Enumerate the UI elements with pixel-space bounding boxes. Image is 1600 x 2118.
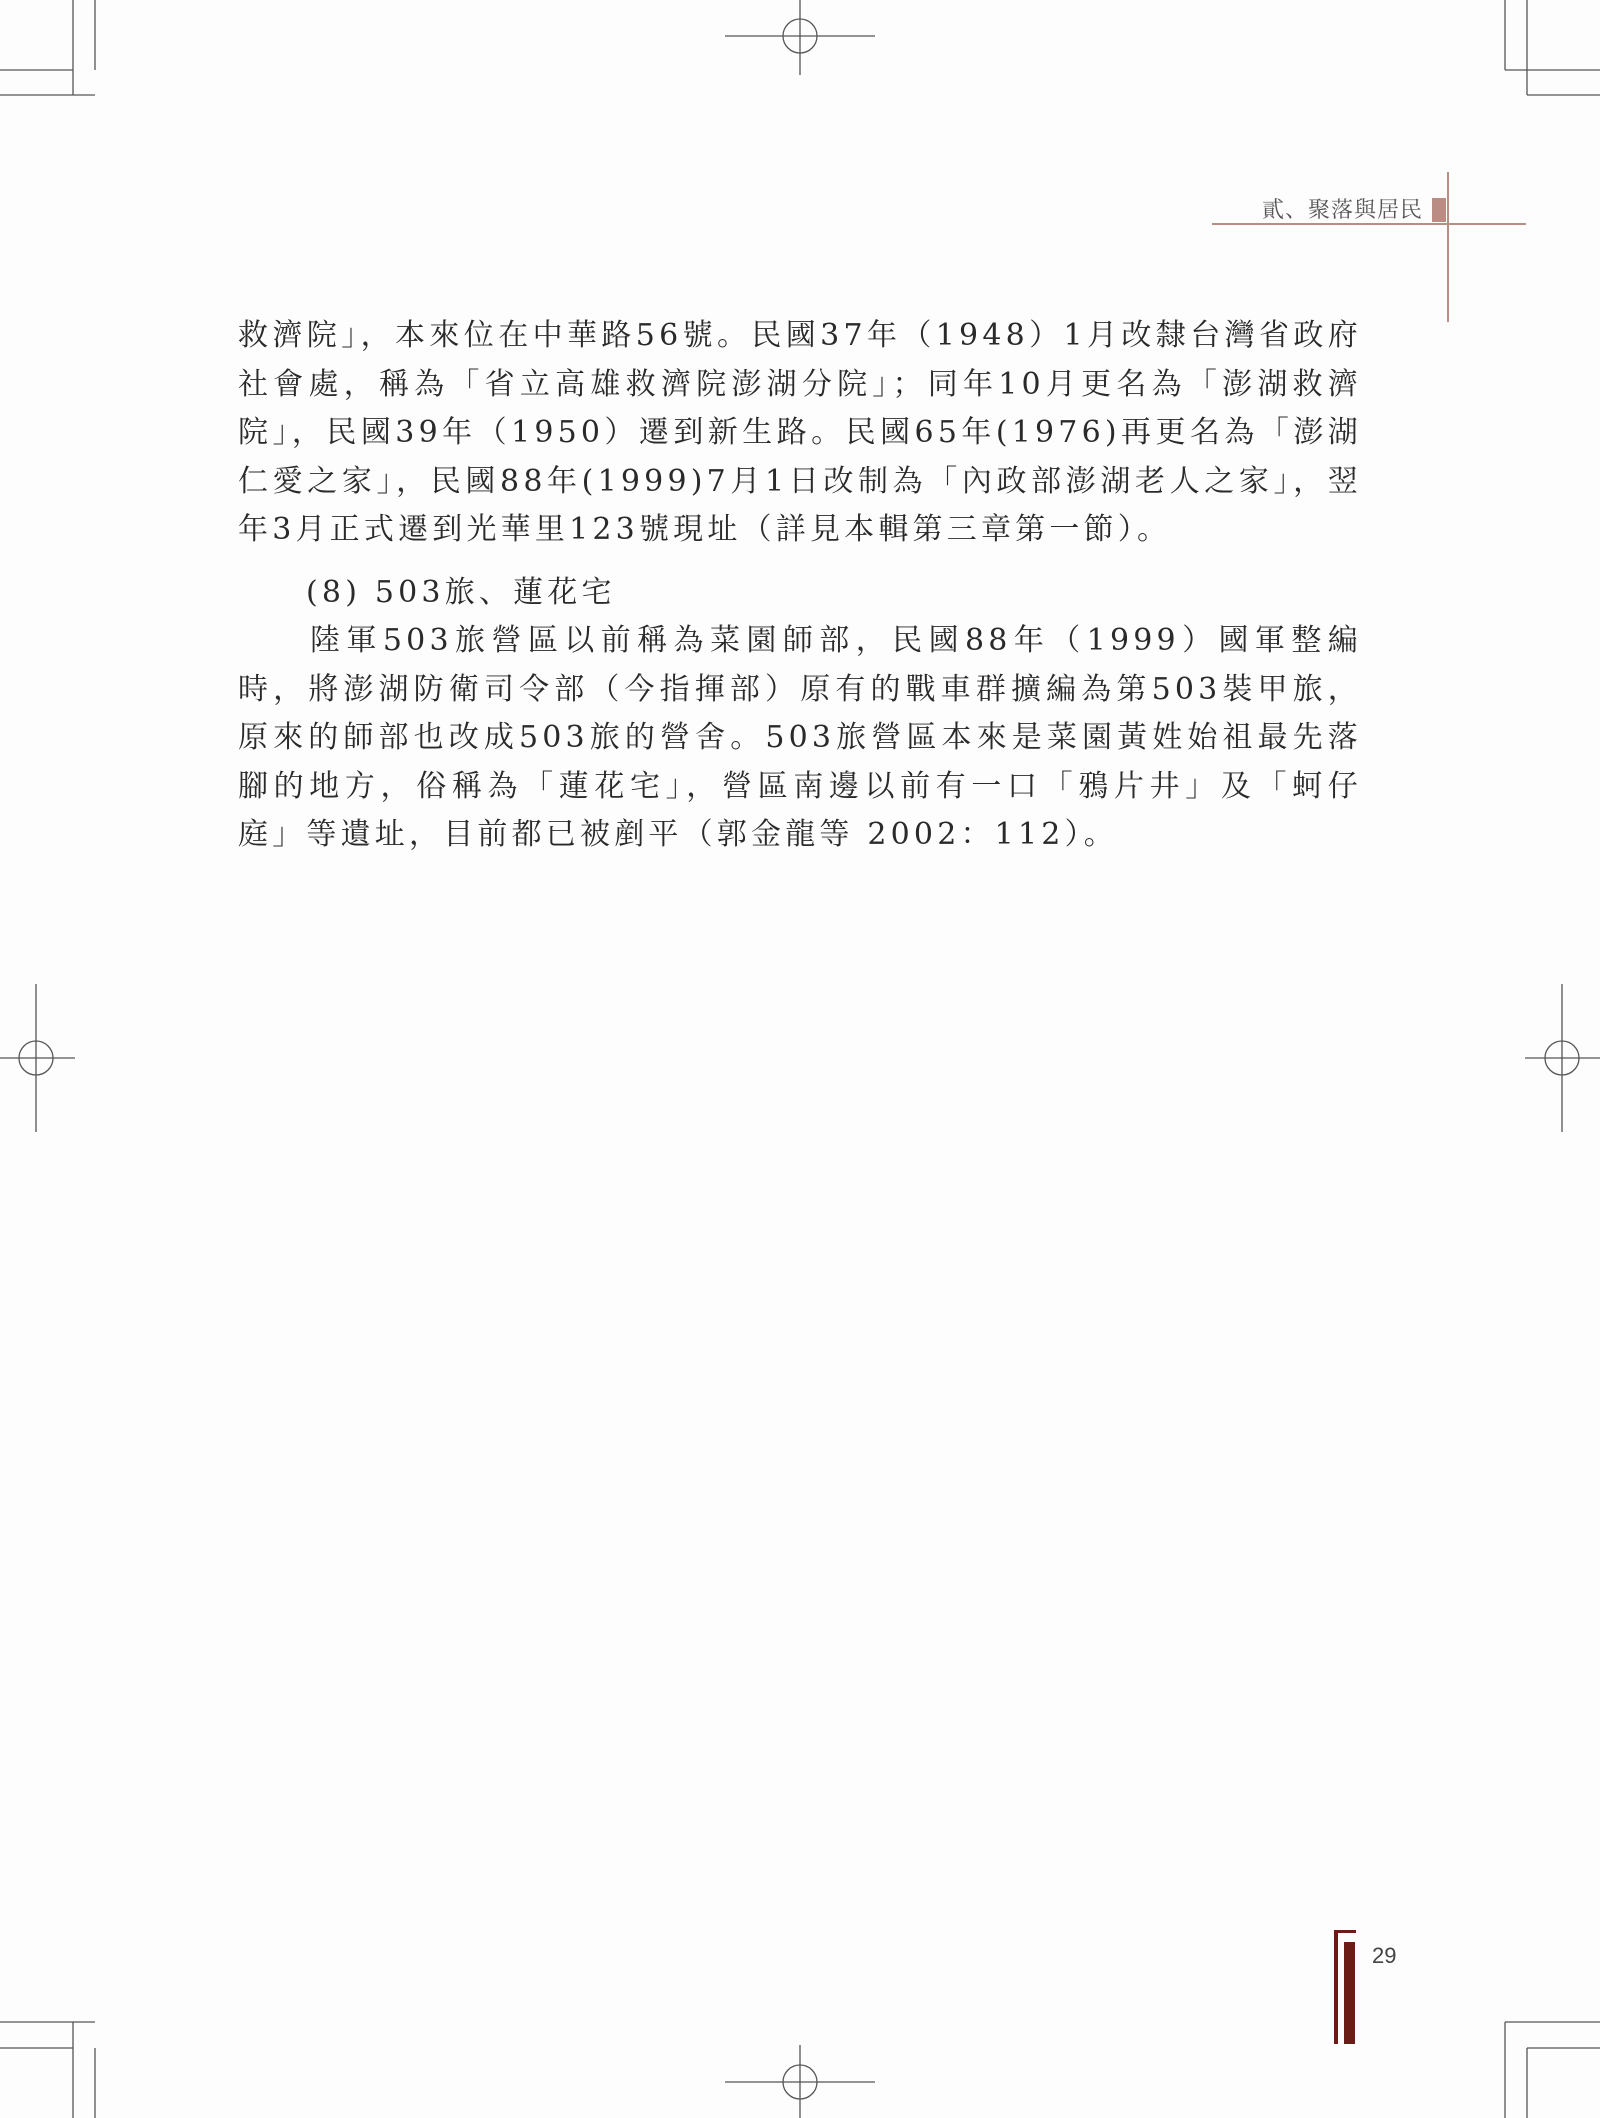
body-text <box>238 312 1362 860</box>
page-number-bar-thick <box>1344 1942 1355 2044</box>
paragraph-gap <box>238 555 1362 569</box>
header-vertical-rule <box>1447 172 1449 322</box>
header-accent-block <box>1432 198 1446 222</box>
paragraph-2: 陸軍503旅營區以前稱為菜園師部，民國88年（1999）國軍整編時，將澎湖防衛司令部（今指揮部）原有的戰車群擴編為第503裝甲旅，原來的師部也改成503旅的營舍。503旅營區本來是菜園黃姓始祖最先落腳的地方，俗稱為「蓮花宅」，營區南邊以前有一口「鴉片井」及「蚵仔庭」等遺址，目前都已被剷平（郭金龍等 2002：112）。 <box>238 623 1362 852</box>
page-number-bar-thin <box>1334 1930 1338 2044</box>
section-heading: (8) 503旅、蓮花宅 <box>306 574 616 610</box>
paragraph-1: 救濟院」，本來位在中華路56號。民國37年（1948）1月改隸台灣省政府社會處，稱為「省立高雄救濟院澎湖分院」；同年10月更名為「澎湖救濟院」，民國39年（1950）遷到新生路。民國65年(1976)再更名為「澎湖仁愛之家」，民國88年(1999)7月1日改制為「內政部澎湖老人之家」，翌年3月正式遷到光華里123號現址（詳見本輯第三章第一節）。 <box>238 318 1362 547</box>
page-number: 29 <box>1372 1943 1397 1968</box>
running-header-title: 貳、聚落與居民 <box>1261 198 1423 223</box>
